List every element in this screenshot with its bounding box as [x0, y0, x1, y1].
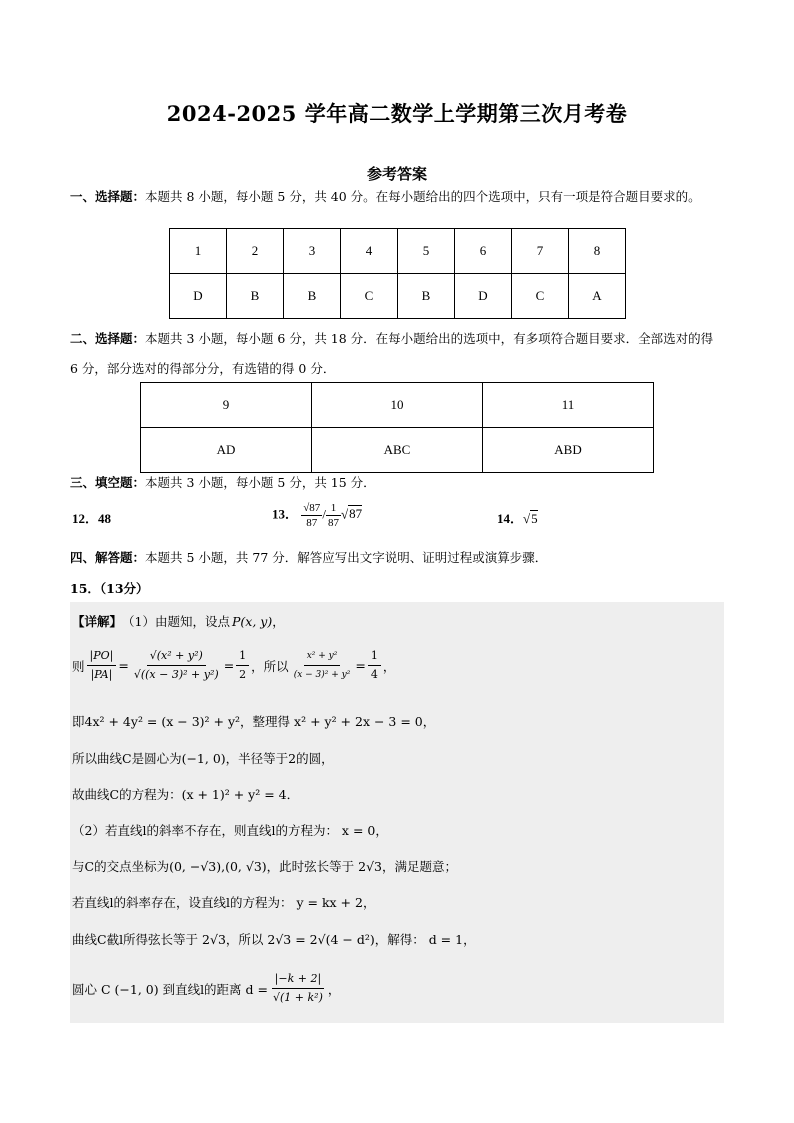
frac-num: x² + y²	[304, 647, 341, 666]
solution-l10-end: ，	[327, 981, 341, 997]
q13-fraction	[301, 501, 322, 530]
solution-l2-pre: 则	[72, 658, 85, 674]
section3-text: 本题共 3 小题，每小题 5 分，共 15 分．	[145, 475, 376, 490]
q13-answer: 13． $\frac{√87}{87}$ / $\frac{1}{87}$ √87	[272, 502, 363, 529]
section2-text: 本题共 3 小题，每小题 6 分，共 18 分．在每小题给出的选项中，有多项符合题目要求．全部选对的得 6 分，部分选对的得部分分，有选错的得 0 分．	[70, 331, 714, 376]
fraction-distance	[270, 970, 326, 1007]
solution-l2-mid: ，所以	[251, 658, 289, 674]
q14-label: 14．	[497, 511, 524, 526]
q14-value: 5	[531, 511, 538, 526]
q12-label: 12．	[72, 511, 99, 526]
table-cell: 8	[569, 229, 626, 274]
solution-l1-math: P(x, y)	[231, 613, 273, 629]
q12-value: 48	[98, 511, 112, 526]
frac-den: 4	[370, 668, 378, 681]
table-cell: 3	[284, 229, 341, 274]
fraction-half	[236, 647, 249, 684]
solution-l1-end: ，	[272, 614, 285, 629]
table-cell: 2	[227, 229, 284, 274]
frac-den: (x − 3)² + y²	[293, 670, 351, 680]
section1-answer-table	[169, 228, 626, 319]
table-cell: 7	[512, 229, 569, 274]
fraction-ratio	[291, 647, 354, 684]
section4-text: 本题共 5 小题，共 77 分．解答应写出文字说明、证明过程或演算步骤．	[145, 550, 548, 565]
table-cell: ABC	[312, 428, 483, 473]
frac-den: 2	[239, 668, 247, 681]
table-cell: B	[398, 274, 455, 319]
fraction-quarter	[368, 647, 381, 684]
table-cell: 4	[341, 229, 398, 274]
q13-tail: 87	[349, 506, 363, 522]
section2-instructions	[70, 324, 725, 384]
solution-line-8: 若直线l的斜率存在，设直线l的方程为： y = kx + 2，	[72, 895, 376, 910]
equals: =	[223, 658, 235, 673]
equals: =	[355, 658, 366, 673]
table-cell: C	[341, 274, 398, 319]
q14-answer: 14．√5	[497, 511, 538, 526]
q13-num2: 1	[326, 501, 341, 516]
solution-line-10	[72, 970, 340, 1007]
q13-fraction-2	[326, 501, 341, 530]
frac-num: 1	[236, 647, 249, 666]
table-cell: 1	[170, 229, 227, 274]
solution-line-2	[72, 647, 395, 684]
equals: =	[118, 658, 129, 673]
table-cell: D	[455, 274, 512, 319]
section1-lead: 一、选择题：	[70, 189, 146, 204]
frac-num: √(x² + y²)	[147, 647, 206, 666]
section3-lead: 三、填空题：	[70, 475, 146, 490]
frac-num: |−k + 2|	[272, 970, 325, 989]
fraction-po-pa	[87, 647, 117, 684]
table-cell: ABD	[483, 428, 654, 473]
q15-header: 15．（13分）	[70, 581, 149, 596]
solution-line-1	[72, 612, 285, 630]
table-cell: B	[284, 274, 341, 319]
section2-lead: 二、选择题：	[70, 331, 146, 346]
solution-l1-text: （1）由题知，设点	[122, 614, 230, 629]
section2-answer-table	[140, 382, 654, 473]
table-cell: AD	[141, 428, 312, 473]
section1-instructions	[70, 186, 725, 207]
page-subtitle: 参考答案	[366, 165, 427, 183]
section3-instructions	[70, 472, 725, 493]
q12-answer	[72, 508, 111, 527]
solution-line-4: 所以曲线C是圆心为(−1, 0)，半径等于2的圆，	[72, 751, 334, 766]
q13-num: √87	[303, 502, 321, 514]
detail-tag: 【详解】	[72, 614, 123, 629]
fraction-sqrt	[131, 647, 222, 684]
section4-instructions	[70, 547, 725, 568]
solution-line-5: 故曲线C的方程为：(x + 1)² + y² = 4．	[72, 787, 300, 802]
q13-den2: 87	[327, 517, 339, 529]
frac-den: |PA|	[90, 668, 113, 681]
page-title: 2024-2025 学年高二数学上学期第三次月考卷	[166, 101, 628, 126]
solution-line-3: 即4x² + 4y² = (x − 3)² + y²，整理得 x² + y² + 2x − 3 = 0，	[72, 714, 436, 729]
table-cell: 9	[141, 383, 312, 428]
frac-num: 1	[368, 647, 381, 666]
q13-sep: /	[322, 506, 326, 522]
table-cell: 6	[455, 229, 512, 274]
frac-num: |PO|	[87, 647, 117, 666]
table-cell: A	[569, 274, 626, 319]
solution-line-6: （2）若直线l的斜率不存在，则直线l的方程为： x = 0，	[72, 823, 388, 838]
table-cell: 10	[312, 383, 483, 428]
section1-text: 本题共 8 小题，每小题 5 分，共 40 分。在每小题给出的四个选项中，只有一项是符合题目要求的。	[145, 189, 701, 204]
q13-label: 13．	[272, 506, 299, 522]
solution-line-9: 曲线C截l所得弦长等于 2√3，所以 2√3 = 2√(4 − d²)，解得： d = 1，	[72, 932, 476, 947]
solution-l10-pre: 圆心 C (−1, 0) 到直线l的距离 d =	[72, 981, 268, 997]
table-cell: D	[170, 274, 227, 319]
table-cell: C	[512, 274, 569, 319]
table-cell: B	[227, 274, 284, 319]
solution-line-7: 与C的交点坐标为(0, −√3),(0, √3)，此时弦长等于 2√3，满足题意；	[72, 859, 457, 874]
q13-den: 87	[306, 517, 318, 529]
frac-den: √((x − 3)² + y²)	[133, 668, 219, 681]
solution-l2-end: ，	[382, 658, 396, 674]
table-cell: 5	[398, 229, 455, 274]
section4-lead: 四、解答题：	[70, 550, 146, 565]
table-cell: 11	[483, 383, 654, 428]
frac-den: √(1 + k²)	[272, 991, 323, 1004]
